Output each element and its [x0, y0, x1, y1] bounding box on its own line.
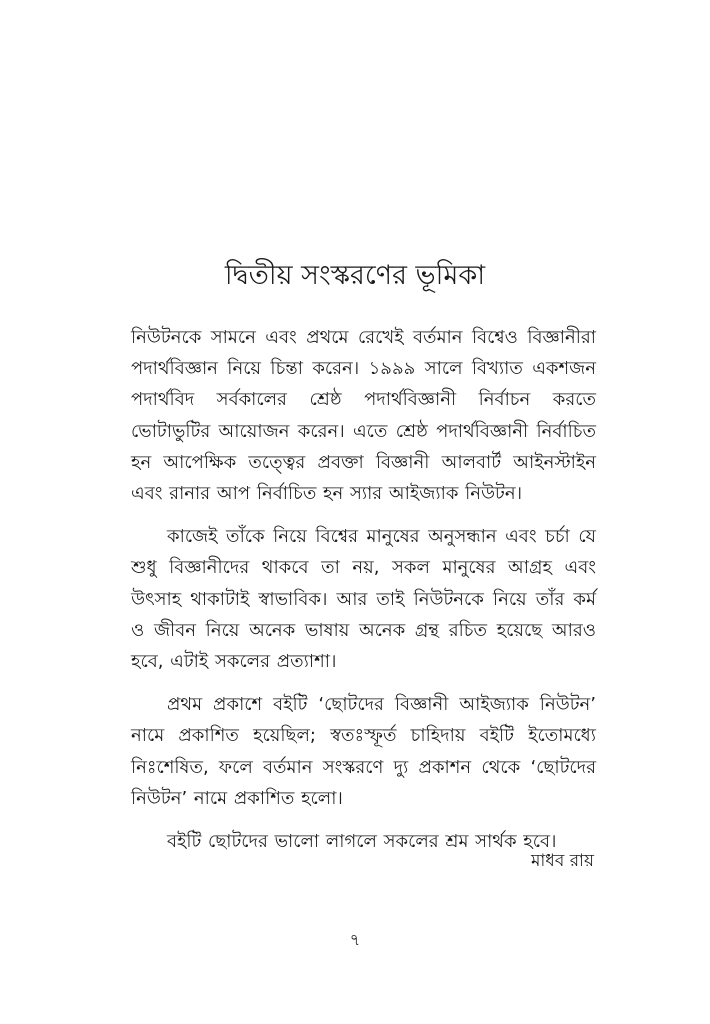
- paragraph-4: বইটি ছোটদের ভালো লাগলে সকলের শ্রম সার্থক হবে।: [167, 831, 557, 853]
- paragraph-1: নিউটনকে সামনে এবং প্রথমে রেখেই বর্তমান বিশ্বেও বিজ্ঞানীরা পদার্থবিজ্ঞান নিয়ে চিন্তা করেন। ১৯৯৯ সালে বিখ্যাত একশজন পদার্থবিদ সর্বকালের শ্রেষ্ঠ পদার্থবিজ্ঞানী নির্বাচন করতে ভোটাভুটির আয়োজন করেন। এতে শ্রেষ্ঠ পদার্থবিজ্ঞানী নির্বাচিত হন আপেক্ষিক তত্ত্বের প্রবক্তা বিজ্ঞানী আলবার্ট আইনস্টাইন এবং রানার আপ নির্বাচিত হন স্যার আইজ্যাক নিউটন।: [131, 327, 596, 505]
- author-signature: মাধব রায়: [530, 851, 594, 871]
- paragraph-3: প্রথম প্রকাশে বইটি ‘ছোটদের বিজ্ঞানী আইজ্যাক নিউটন’ নামে প্রকাশিত হয়েছিল; স্বতঃস্ফূর্ত চাহিদায় বইটি ইতোমধ্যে নিঃশেষিত, ফলে বর্তমান সংস্করণে দ্যু প্রকাশন থেকে ‘ছোটদের নিউটন’ নামে প্রকাশিত হলো।: [131, 694, 596, 809]
- paragraph-2: কাজেই তাঁকে নিয়ে বিশ্বের মানুষের অনুসন্ধান এবং চর্চা যে শুধু বিজ্ঞানীদের থাকবে তা নয়, সকল মানুষের আগ্রহ এবং উৎসাহ থাকাটাই স্বাভাবিক। আর তাই নিউটনকে নিয়ে তাঁর কর্ম ও জীবন নিয়ে অনেক ভাষায় অনেক গ্রন্থ রচিত হয়েছে আরও হবে, এটাই সকলের প্রত্যাশা।: [131, 526, 596, 673]
- preface-body: [131, 322, 596, 869]
- page-title: দ্বিতীয় সংস্করণের ভূমিকা: [224, 260, 486, 291]
- page-number: ৭: [349, 930, 361, 949]
